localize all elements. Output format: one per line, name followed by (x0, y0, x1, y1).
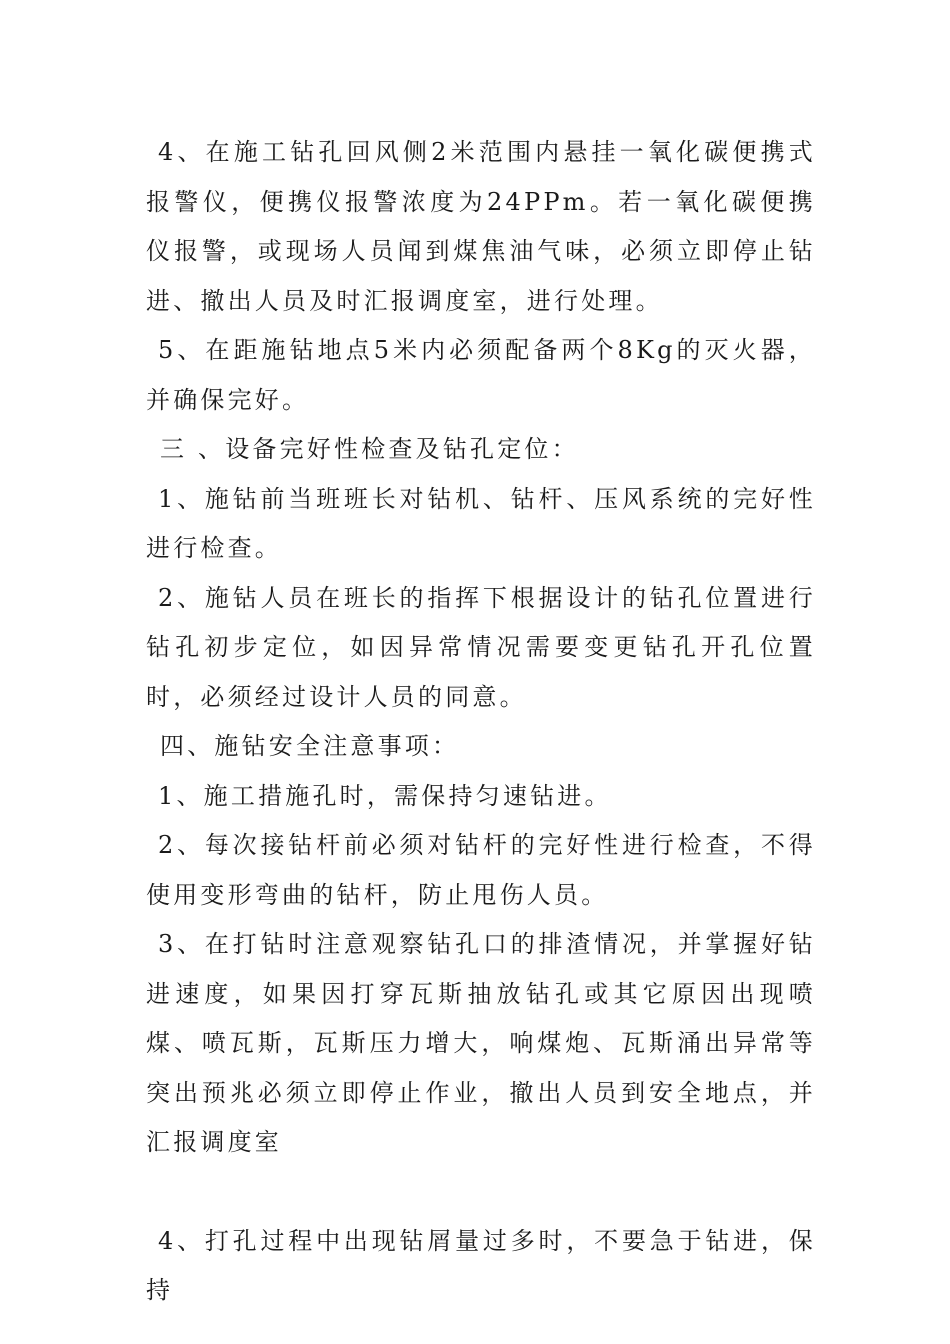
paragraph-item-5-extinguisher: 5、在距施钻地点5米内必须配备两个8Kg的灭火器，并确保完好。 (146, 336, 816, 414)
paragraph-item-2-hole-positioning: 2、施钻人员在班长的指挥下根据设计的钻孔位置进行钻孔初步定位，如因异常情况需要变更钻孔开孔位置时，必须经过设计人员的同意。 (146, 583, 816, 711)
document-body (146, 128, 816, 1316)
section-heading-equipment-check: 三 、设备完好性检查及钻孔定位： (160, 435, 579, 463)
paragraph-item-2-rod-inspection: 2、每次接钻杆前必须对钻杆的完好性进行检查，不得使用变形弯曲的钻杆，防止甩伤人员。 (146, 831, 816, 909)
paragraph-item-4-cuttings: 4、打孔过程中出现钻屑量过多时，不要急于钻进，保持 (146, 1226, 816, 1304)
paragraph-item-1-uniform-drilling: 1、施工措施孔时，需保持匀速钻进。 (158, 781, 612, 810)
paragraph-item-3-outburst-warning: 3、在打钻时注意观察钻孔口的排渣情况，并掌握好钻进速度，如果因打穿瓦斯抽放钻孔或其它原因出现喷煤、喷瓦斯，瓦斯压力增大，响煤炮、瓦斯涌出异常等突出预兆必须立即停止作业，撤出人员到安全地点，并汇报调度室 (146, 930, 816, 1156)
paragraph-item-4-co-alarm: 4、在施工钻孔回风侧2米范围内悬挂一氧化碳便携式报警仪，便携仪报警浓度为24PPm。若一氧化碳便携仪报警，或现场人员闻到煤焦油气味，必须立即停止钻进、撤出人员及时汇报调度室，进行处理。 (146, 138, 816, 315)
paragraph-item-1-pre-drill-check: 1、施钻前当班班长对钻机、钻杆、压风系统的完好性进行检查。 (146, 484, 816, 562)
section-heading-safety-notes: 四、施钻安全注意事项： (160, 732, 460, 760)
